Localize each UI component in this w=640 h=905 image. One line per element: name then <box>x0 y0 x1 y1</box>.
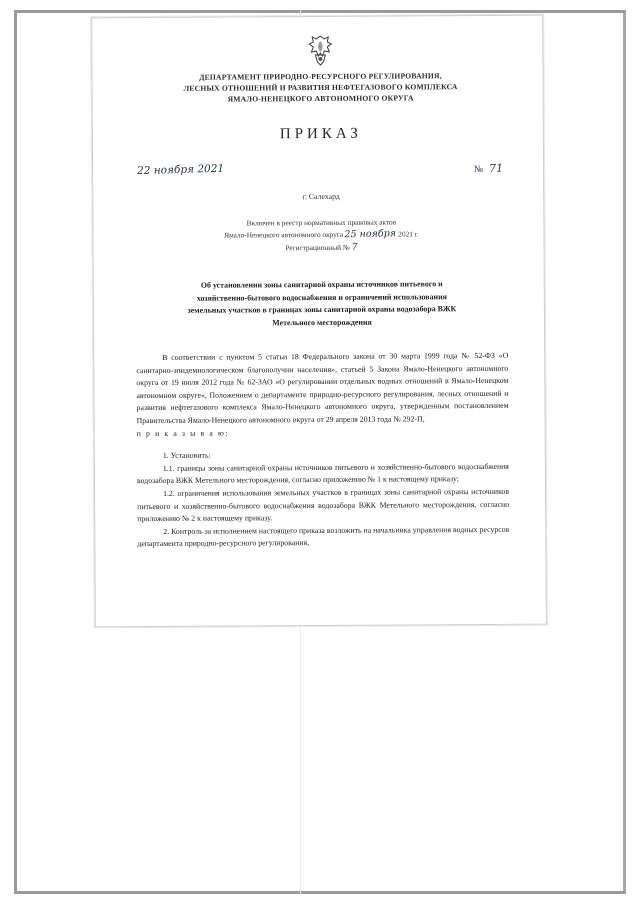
registration-line-2 <box>133 228 509 241</box>
registration-number-handwritten: 7 <box>351 241 358 253</box>
document-sheet <box>91 15 547 628</box>
registration-okrug-label: Ямало-Ненецкого автономного округа <box>224 229 344 240</box>
title-line-4: Метельного месторождения <box>272 317 372 327</box>
title-line-3: земельных участков в границах зоны санитарной охраны водозабора ВЖК <box>187 304 457 315</box>
document-number-block <box>474 162 503 175</box>
city-line: г. Салехард <box>302 191 340 202</box>
paragraph-preamble: В соответствии с пунктом 5 статьи 18 Федерального закона от 30 марта 1999 года № 52-ФЗ «О санитарно-эпидемиологическом благополучии населения», статьей 5 Закона Ямало-Ненецкого автономного округа от 19 июля 2012 года № 62-ЗАО «О регулировании отдельных водных отношений в Ямало-Ненецком автономном округе», Положением о департаменте природно-ресурсного регулирования, лесных отношений и развития нефтегазового комплекса Ямало-Ненецкого автономного округа, утвержденным постановлением Правительства Ямало-Ненецкого автономного округа от 29 апреля 2013 года № 292-П, <box>136 350 509 426</box>
registration-date-handwritten: 25 ноября <box>344 228 397 241</box>
scan-edge-bottom <box>14 891 626 894</box>
org-header-line-1: ДЕПАРТАМЕНТ ПРИРОДНО-РЕСУРСНОГО РЕГУЛИРОВАНИЯ, <box>199 71 442 82</box>
registration-line-3 <box>134 241 510 254</box>
registration-block <box>133 216 509 254</box>
scan-edge-left <box>14 10 17 894</box>
registration-line-1: Включен в реестр нормативных правовых актов <box>246 217 397 228</box>
paragraph-item-1-2: 1.2. ограничения использования земельных участков в границах зоны санитарной охраны источников питьевого и хозяйственно-бытового водоснабжения водозабора ВЖК Метельного месторождения, согласно приложению № 2 к настоящему приказу. <box>137 486 510 524</box>
scan-edge-top <box>14 10 626 13</box>
paragraph-item-2: 2. Контроль за исполнением настоящего приказа возложить на начальника управления водных ресурсов департамента природно-ресурсного регулирования, <box>137 524 510 549</box>
document-body <box>136 350 509 551</box>
document-title <box>178 278 466 330</box>
registration-number-label: Регистрационный № <box>285 242 350 253</box>
org-header-line-3: ЯМАЛО-НЕНЕЦКОГО АВТОНОМНОГО ОКРУГА <box>227 93 414 104</box>
title-line-2: хозяйственно-бытового водоснабжения и ограничений использования <box>196 291 447 303</box>
scan-edge-right <box>623 10 626 894</box>
document-kind-title: ПРИКАЗ <box>279 125 362 143</box>
date-and-number-row <box>133 162 509 184</box>
title-line-1: Об установлении зоны санитарной охраны источников питьевого и <box>200 279 443 290</box>
number-label: № <box>473 164 484 176</box>
coat-of-arms-emblem <box>132 34 508 70</box>
organization-header <box>132 70 508 105</box>
document-number-handwritten: 71 <box>488 161 504 176</box>
org-header-line-2: ЛЕСНЫХ ОТНОШЕНИЙ И РАЗВИТИЯ НЕФТЕГАЗОВОГО КОМПЛЕКСА <box>183 82 458 93</box>
paragraph-order-word: п р и к а з ы в а ю: <box>136 428 230 438</box>
registration-year-label: 2021 г. <box>398 229 419 239</box>
paragraph-item-1-1: 1.1. границы зоны санитарной охраны источников питьевого и хозяйственно-бытового водоснабжения водозабора ВЖК Метельного месторождения, согласно приложению № 1 к настоящему приказу; <box>136 461 509 486</box>
document-date-handwritten: 22 ноября 2021 <box>136 162 225 178</box>
paragraph-item-1: 1. Установить: <box>162 450 211 461</box>
